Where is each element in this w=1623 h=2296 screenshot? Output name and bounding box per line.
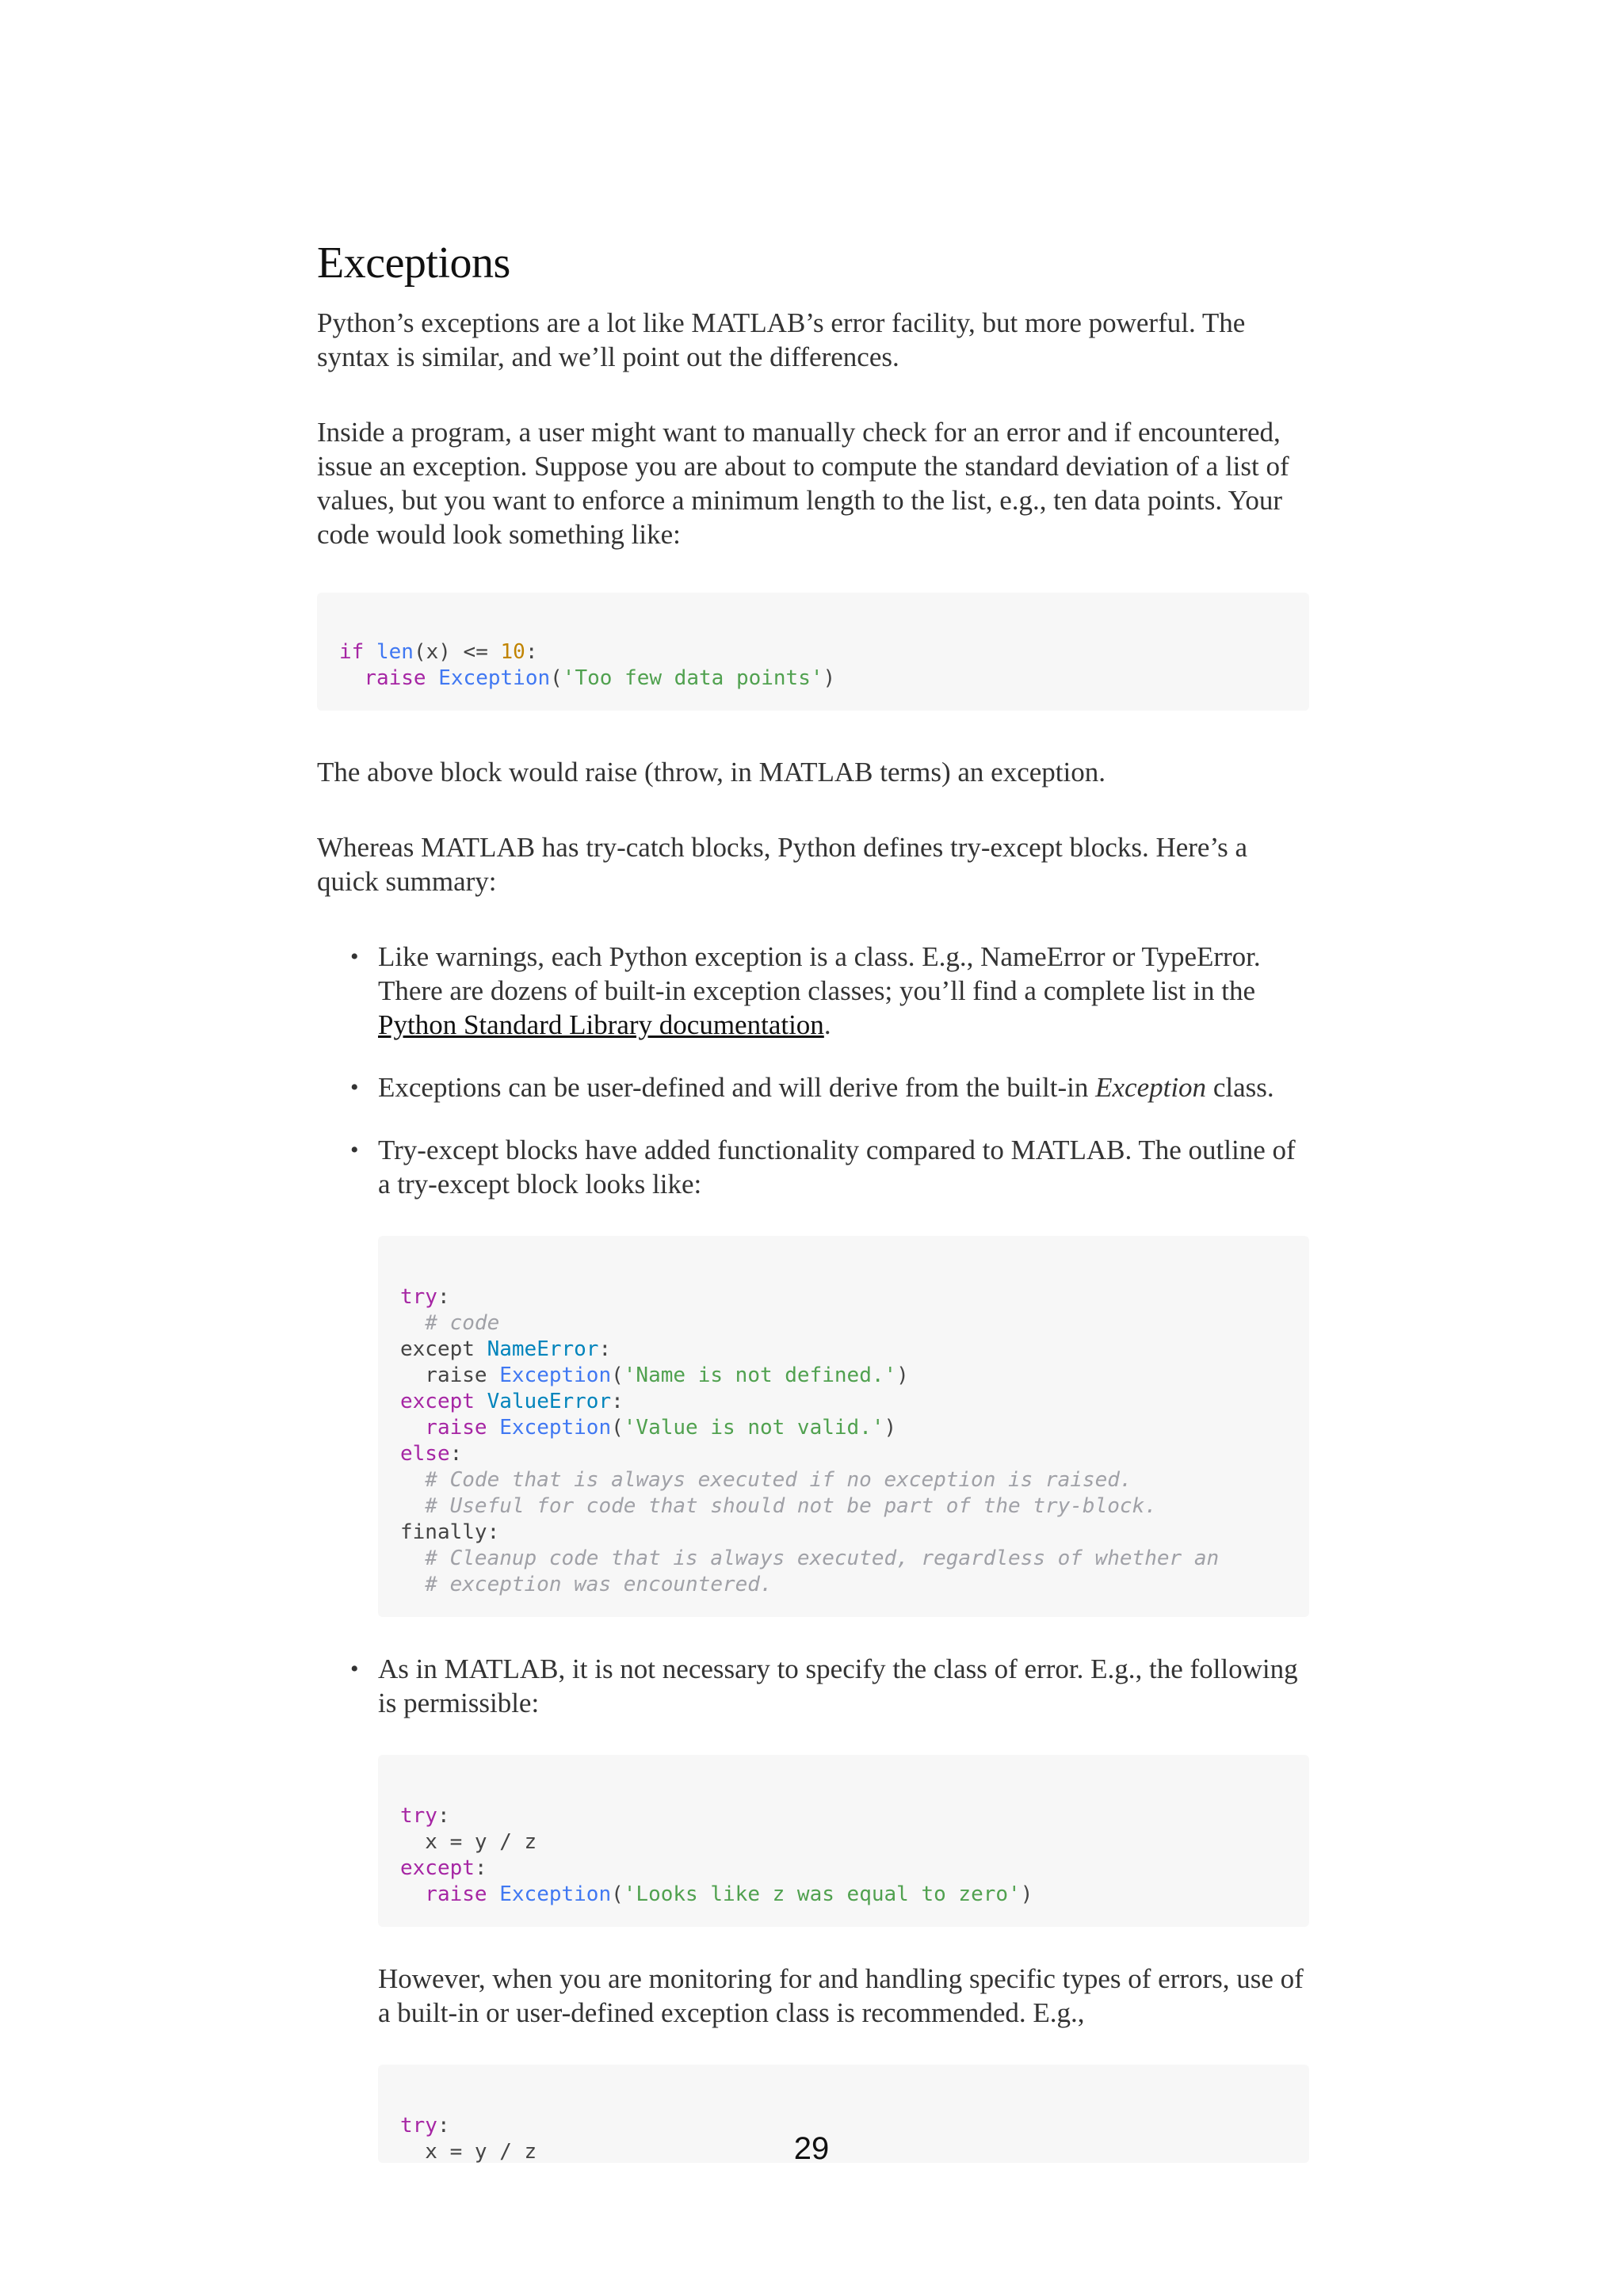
page-number: 29: [793, 2131, 830, 2166]
recommendation-paragraph: However, when you are monitoring for and handling specific types of errors, use of a built-in or user-defined exception class is recommended. E.g.,: [378, 1963, 1304, 2029]
bullet-icon: •: [350, 1137, 359, 1164]
code-block-continued: try: x = y / z: [378, 2065, 1309, 2163]
above-paragraph: The above block would raise (throw, in MATLAB terms) an exception.: [317, 757, 1106, 788]
whereas-paragraph: Whereas MATLAB has try-catch blocks, Python defines try-except blocks. Here’s a quick summary:: [317, 832, 1248, 898]
intro-paragraph: Python’s exceptions are a lot like MATLAB’s error facility, but more powerful. The syntax is similar, and we’ll point out the differences.: [317, 307, 1246, 373]
list-item: • Exceptions can be user-defined and will derive from the built-in Exception class.: [350, 1072, 1274, 1104]
section-heading: Exceptions: [317, 238, 510, 288]
code-line: if len(x) <= 10:: [339, 640, 538, 665]
bullet-icon: •: [350, 944, 359, 971]
code-block-bare-except: try: x = y / z except: raise Exception('Looks like z was equal to zero'): [378, 1755, 1309, 1927]
inside-paragraph: Inside a program, a user might want to manually check for an error and if encountered, issue an exception. Suppose you are about to compute the standard deviation of a list of values, but you want to enforce a minimum length to the list, e.g., ten data points. Your code would look something like:: [317, 417, 1289, 551]
code-block-try-except: try: # code except NameError: raise Exception('Name is not defined.') except ValueError: raise Exception('Value is not valid.') else: # Code that is always executed if no exception is raised. # Useful for code that should not be part of the try-block. finally: # Cleanup code that is always executed, regardless of whether an # exception was encountered.: [378, 1236, 1309, 1617]
list-item: • As in MATLAB, it is not necessary to specify the class of error. E.g., the following is permissible: try: x = y / z except: raise Exception('Looks like z was equal to zero') However, when you are monitoring for and handling specific types of errors, use of a built-in or user-defined exception class is recommended. E.g., try: x = y / z: [317, 1652, 1309, 2163]
python-docs-link[interactable]: Python Standard Library documentation: [378, 1009, 824, 1041]
document-page: [317, 238, 1309, 2198]
bullet-icon: •: [350, 1656, 359, 1683]
code-line: raise Exception('Too few data points'): [364, 666, 836, 691]
bullet-icon: •: [350, 1074, 359, 1101]
summary-list: [317, 940, 1309, 2163]
code-block-length-check: [317, 593, 1309, 711]
list-item: • Try-except blocks have added functionality compared to MATLAB. The outline of a try-except block looks like: try: # code except NameError: raise Exception('Name is not defined.') except ValueError: raise Exception('Value is not valid.') else: # Code that is always executed if no exception is raised. # Useful for code that should not be part of the try-block. finally: # Cleanup code that is always executed, regardless of whether an # exception was encountered.: [317, 1133, 1309, 1617]
list-item: • Like warnings, each Python exception is a class. E.g., NameError or TypeError. There are dozens of built-in exception classes; you’ll find a complete list in the Python Standard Library documentation.: [350, 941, 1261, 1041]
